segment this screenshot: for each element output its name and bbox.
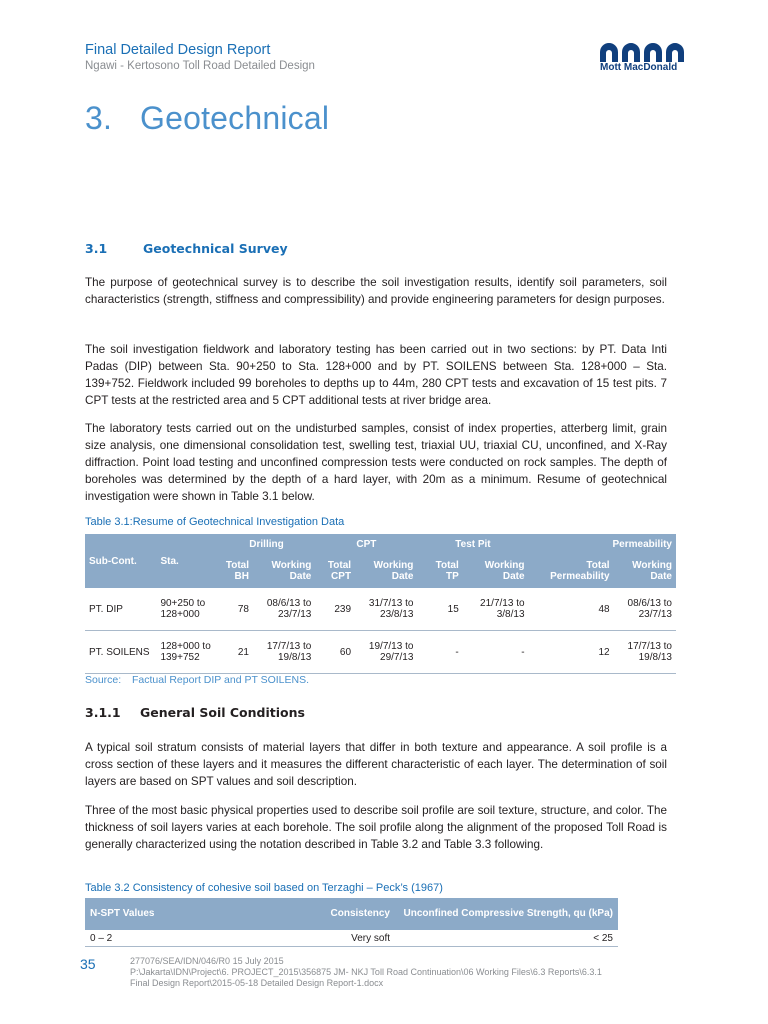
paragraph-fieldwork: The soil investigation fieldwork and laboratory testing has been carried out in two sections: by PT. Data Inti Padas (DIP) between Sta. 90+250 to Sta. 128+000 and by PT. SOILENS between Sta. 128+000 – Sta. 139+752. Fieldwork included 99 boreholes to depths up to 44m, 280 CPT tests and excavation of 15 test pits. 7 CPT tests at the restricted area and 5 CPT additional tests at river bridge area.: [85, 343, 667, 407]
group-cpt: CPT: [315, 534, 417, 554]
cell-total-permeability: 12: [529, 631, 614, 674]
section-number: 3.1: [85, 241, 108, 256]
subsection-title: General Soil Conditions: [140, 705, 305, 720]
col-total-tp: Total TP: [417, 554, 462, 588]
company-logo: [596, 42, 696, 74]
cell-drilling-date: 08/6/13 to 23/7/13: [253, 588, 315, 631]
paragraph-purpose: The purpose of geotechnical survey is to describe the soil investigation results, identify soil parameters, soil characteristics (strength, stiffness and compressibility) and provide engineering parameters for design purposes.: [85, 276, 667, 306]
cell-total-tp: -: [417, 631, 462, 674]
group-drilling: Drilling: [218, 534, 316, 554]
cell-consistency: Very soft: [255, 930, 395, 947]
cell-total-bh: 78: [218, 588, 253, 631]
col-total-cpt: Total CPT: [315, 554, 355, 588]
paragraph-laboratory: The laboratory tests carried out on the undisturbed samples, consist of index properties, atterberg limit, grain size analysis, one dimensional consolidation test, swelling test, triaxial UU, triaxial CU, unconfined, and X-Ray diffraction. Point load testing and unconfined compression tests were conducted on rock samples. The depth of boreholes was determined by the depth of a hard layer, with 20m as a minimum. Resume of geotechnical investigation were shown in Table 3.1 below.: [85, 422, 667, 503]
cell-testpit-date: 21/7/13 to 3/8/13: [463, 588, 529, 631]
col-sta: Sta.: [156, 534, 217, 588]
footer-line-2: P:\Jakarta\IDN\Project\6. PROJECT_2015\356875 JM- NKJ Toll Road Continuation\06 Working Files\6.3 Reports\6.3.1: [130, 967, 602, 977]
table-row: [85, 631, 676, 674]
col-total-bh: Total BH: [218, 554, 253, 588]
cell-total-cpt: 60: [315, 631, 355, 674]
footer-line-1: 277076/SEA/IDN/046/R0 15 July 2015: [130, 956, 284, 966]
col-consistency: Consistency: [255, 898, 395, 930]
chapter-title: Geotechnical: [140, 100, 330, 136]
cell-permeability-date: 08/6/13 to 23/7/13: [614, 588, 676, 631]
cell-subcont: PT. DIP: [85, 588, 156, 631]
col-permeability-date: Working Date: [614, 554, 676, 588]
table1-source: [85, 674, 309, 686]
geotechnical-investigation-table: [85, 534, 676, 674]
cell-ucs: < 25: [395, 930, 618, 947]
consistency-table: [85, 898, 618, 947]
source-text: Factual Report DIP and PT SOILENS.: [132, 674, 310, 686]
col-cpt-date: Working Date: [355, 554, 417, 588]
group-test-pit: Test Pit: [417, 534, 528, 554]
cell-sta: 90+250 to 128+000: [156, 588, 217, 631]
cell-total-bh: 21: [218, 631, 253, 674]
section-title: Geotechnical Survey: [143, 241, 288, 256]
report-title: Final Detailed Design Report: [85, 42, 271, 58]
col-testpit-date: Working Date: [463, 554, 529, 588]
footer-line-3: Final Design Report\2015-05-18 Detailed Design Report-1.docx: [130, 978, 384, 988]
table-row: [85, 588, 676, 631]
chapter-number: 3.: [85, 100, 113, 136]
page-number: 35: [80, 956, 96, 972]
source-label: Source:: [85, 674, 122, 686]
cell-cpt-date: 19/7/13 to 29/7/13: [355, 631, 417, 674]
group-permeability: Permeability: [529, 534, 676, 554]
cell-total-permeability: 48: [529, 588, 614, 631]
table1-caption: Table 3.1:Resume of Geotechnical Investigation Data: [85, 516, 345, 528]
col-ucs: Unconfined Compressive Strength, qu (kPa): [395, 898, 618, 930]
report-subtitle: Ngawi - Kertosono Toll Road Detailed Design: [85, 60, 315, 72]
footer-info: [130, 956, 602, 989]
paragraph-soil-properties: Three of the most basic physical properties used to describe soil profile are soil texture, structure, and color. The thickness of soil layers varies at each borehole. The soil profile along the alignment of the proposed Toll Road is generally characterized using the notation described in Table 3.2 and Table 3.3 following.: [85, 804, 667, 851]
table2-header-row: [85, 898, 618, 930]
section-heading: [85, 241, 288, 256]
col-drilling-date: Working Date: [253, 554, 315, 588]
paragraph-soil-stratum: A typical soil stratum consists of material layers that differ in both texture and appearance. A soil profile is a cross section of these layers and it measures the different characteristic of each layer. The determination of soil layers are based on SPT values and soil description.: [85, 741, 667, 788]
table-row: [85, 930, 618, 947]
cell-drilling-date: 17/7/13 to 19/8/13: [253, 631, 315, 674]
col-subcont: Sub-Cont.: [85, 534, 156, 588]
subsection-heading: [85, 705, 305, 720]
cell-subcont: PT. SOILENS: [85, 631, 156, 674]
cell-nspt: 0 – 2: [85, 930, 255, 947]
cell-cpt-date: 31/7/13 to 23/8/13: [355, 588, 417, 631]
cell-total-tp: 15: [417, 588, 462, 631]
table2-caption: Table 3.2 Consistency of cohesive soil based on Terzaghi – Peck’s (1967): [85, 882, 443, 894]
col-nspt: N-SPT Values: [85, 898, 255, 930]
cell-total-cpt: 239: [315, 588, 355, 631]
table1-group-header-row: [85, 534, 676, 554]
mott-macdonald-logo-icon: [598, 42, 694, 62]
chapter-heading: [85, 100, 329, 137]
col-total-permeability: Total Permeability: [529, 554, 614, 588]
logo-text: Mott MacDonald: [600, 62, 678, 73]
cell-permeability-date: 17/7/13 to 19/8/13: [614, 631, 676, 674]
subsection-number: 3.1.1: [85, 705, 121, 720]
cell-sta: 128+000 to 139+752: [156, 631, 217, 674]
cell-testpit-date: -: [463, 631, 529, 674]
